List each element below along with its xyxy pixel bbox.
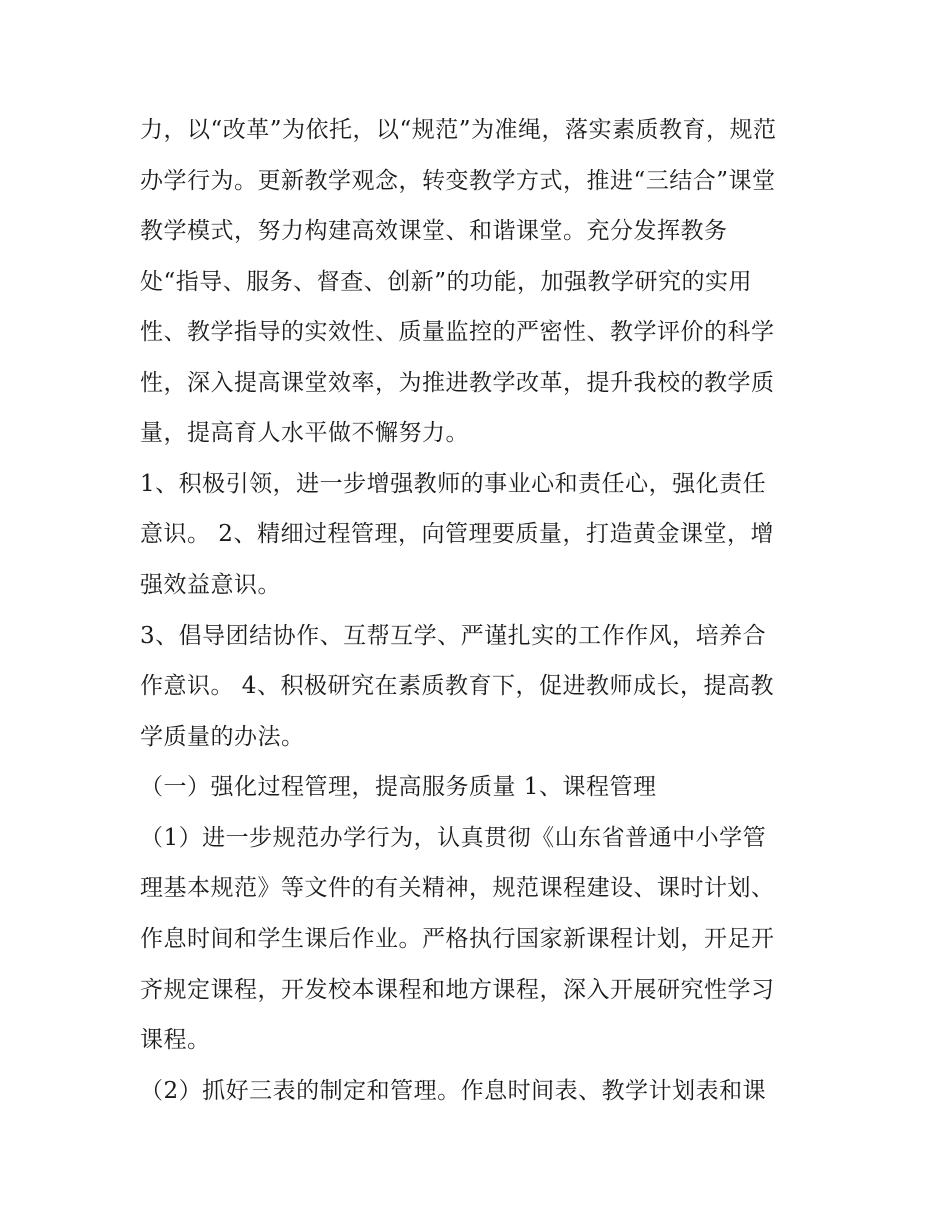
text-line: 教学模式，努力构建高效课堂、和谐课堂。充分发挥教务 [140, 218, 728, 244]
text-line: 处“指导、服务、督查、创新”的功能，加强教学研究的实用 [140, 269, 753, 295]
text-line: （2）抓好三表的制定和管理。作息时间表、教学计划表和课 [140, 1078, 767, 1104]
list-item-text: 强效益意识。 [140, 572, 281, 598]
text-line: 性，深入提高课堂效率，为推进教学改革，提升我校的教学质 [140, 370, 775, 396]
text-line: 性、教学指导的实效性、质量监控的严密性、教学评价的科学 [140, 319, 775, 345]
text-line: 量，提高育人水平做不懈努力。 [140, 420, 469, 446]
list-item-text: 意识。 2、精细过程管理，向管理要质量，打造黄金课堂，增 [140, 521, 774, 547]
text-line: 齐规定课程，开发校本课程和地方课程，深入开展研究性学习 [140, 977, 775, 1003]
list-item-text: 1、积极引领，进一步增强教师的事业心和责任心，强化责任 [140, 471, 767, 497]
text-line: （1）进一步规范办学行为，认真贯彻《山东省普通中小学管 [140, 825, 767, 851]
text-line: 课程。 [140, 1027, 211, 1053]
list-item-text: 学质量的办法。 [140, 724, 305, 750]
text-line: 理基本规范》等文件的有关精神，规范课程建设、课时计划、 [140, 875, 775, 901]
list-item-text: 3、倡导团结协作、互帮互学、严谨扎实的工作作风，培养合 [140, 623, 767, 649]
text-line: 作息时间和学生课后作业。严格执行国家新课程计划，开足开 [140, 926, 775, 952]
text-line: 办学行为。更新教学观念，转变教学方式，推进“三结合”课堂 [140, 168, 776, 194]
list-item-text: 作意识。 4、积极研究在素质教育下，促进教师成长，提高教 [140, 673, 774, 699]
section-heading: （一）强化过程管理，提高服务质量 1、课程管理 [140, 774, 657, 800]
text-line: 力，以“改革”为依托，以“规范”为准绳，落实素质教育，规范 [140, 117, 777, 143]
